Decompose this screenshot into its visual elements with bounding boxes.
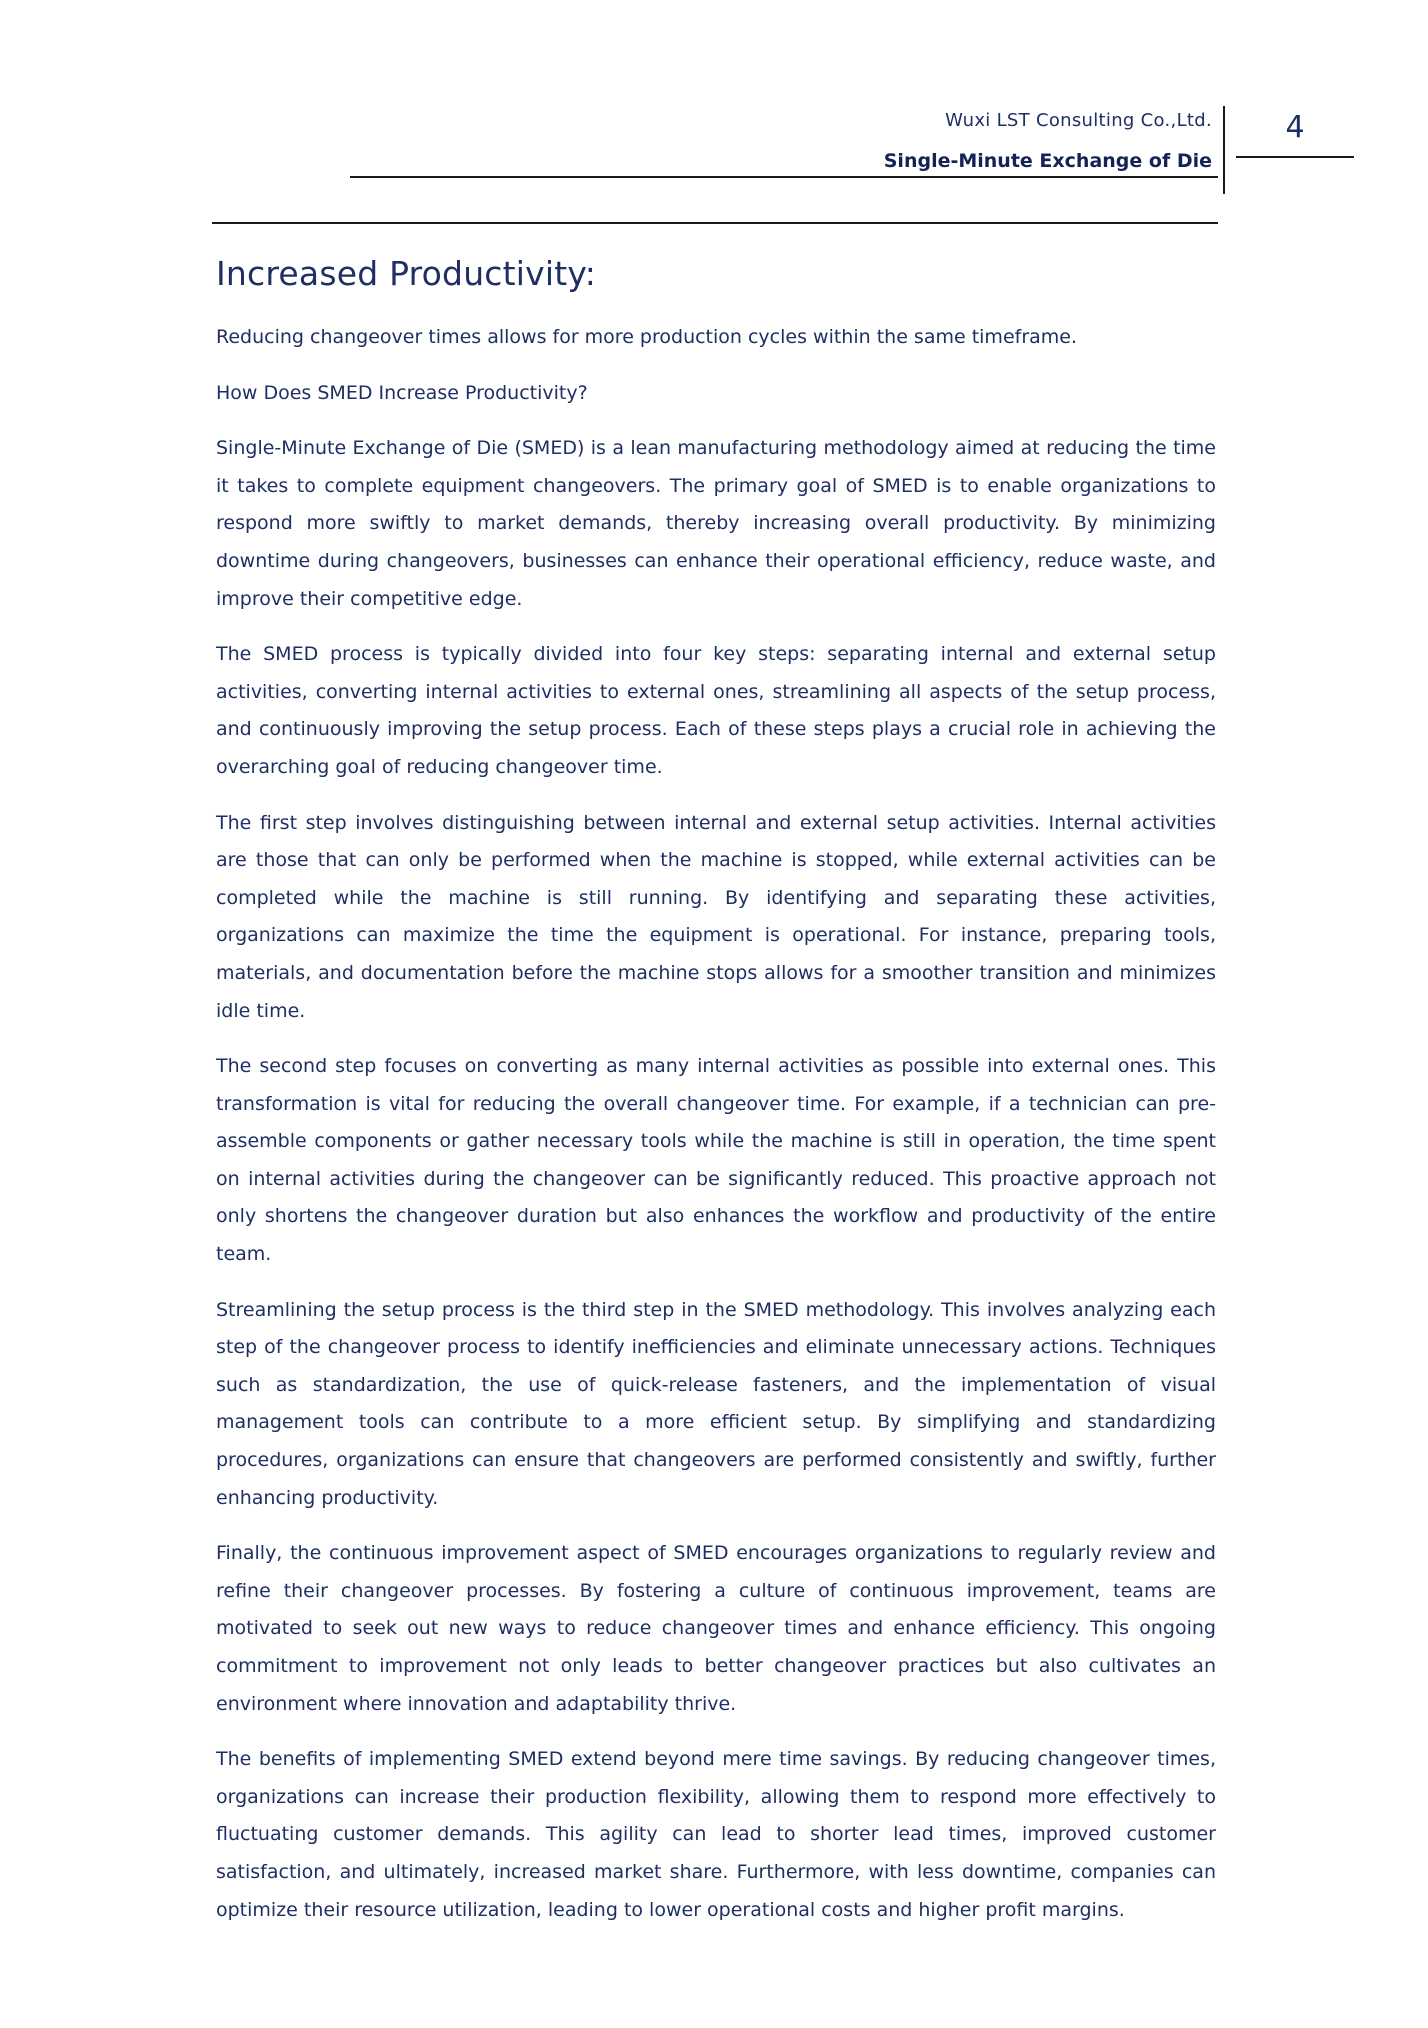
header-divider — [350, 176, 1218, 178]
main-content — [216, 254, 1216, 1947]
paragraph-step-one: The first step involves distinguishing between internal and external setup activities. Internal activities are those that can only be performed when the machine is stopped, while external activities can be completed while the machine is still running. By identifying and separating these activities, organizations can maximize the time the equipment is operational. For instance, preparing tools, materials, and documentation before the machine stops allows for a smoother transition and minimizes idle time. — [216, 811, 1216, 1022]
header-vertical-divider — [1223, 106, 1225, 194]
paragraph-step-two: The second step focuses on converting as many internal activities as possible into external ones. This transformation is vital for reducing the overall changeover time. For example, if a technician can pre-assemble components or gather necessary tools while the machine is still in operation, the time spent on internal activities during the changeover can be significantly reduced. This proactive approach not only shortens the changeover duration but also enhances the workflow and productivity of the entire team. — [216, 1055, 1216, 1266]
paragraph-four-steps: The SMED process is typically divided into four key steps: separating internal and external setup activities, converting internal activities to external ones, streamlining all aspects of the setup process, and continuously improving the setup process. Each of these steps plays a crucial role in achieving the overarching goal of reducing changeover time. — [216, 643, 1216, 778]
page-number-underline — [1236, 156, 1354, 158]
paragraph-benefits: The benefits of implementing SMED extend beyond mere time savings. By reducing changeover times, organizations can increase their production flexibility, allowing them to respond more effectively to fluctuating customer demands. This agility can lead to shorter lead times, improved customer satisfaction, and ultimately, increased market share. Furthermore, with less downtime, companies can optimize their resource utilization, leading to lower operational costs and higher profit margins. — [216, 1748, 1216, 1921]
content-top-divider — [212, 222, 1218, 224]
paragraph-step-four: Finally, the continuous improvement aspect of SMED encourages organizations to regularly review and refine their changeover processes. By fostering a culture of continuous improvement, teams are motivated to seek out new ways to reduce changeover times and enhance efficiency. This ongoing commitment to improvement not only leads to better changeover practices but also cultivates an environment where innovation and adaptability thrive. — [216, 1542, 1216, 1715]
header-company-name: Wuxi LST Consulting Co.,Ltd. — [945, 110, 1212, 131]
paragraph-step-three: Streamlining the setup process is the third step in the SMED methodology. This involves analyzing each step of the changeover process to identify inefficiencies and eliminate unnecessary actions. Techniques such as standardization, the use of quick-release fasteners, and the implementation of visual management tools can contribute to a more efficient setup. By simplifying and standardizing procedures, organizations can ensure that changeovers are performed consistently and swiftly, further enhancing productivity. — [216, 1298, 1216, 1509]
header-document-title: Single-Minute Exchange of Die — [883, 150, 1212, 172]
paragraph-question: How Does SMED Increase Productivity? — [216, 381, 588, 404]
page-number: 4 — [1285, 110, 1305, 145]
section-heading: Increased Productivity: — [216, 254, 597, 293]
paragraph-intro: Reducing changeover times allows for more production cycles within the same timeframe. — [216, 326, 1078, 348]
paragraph-definition: Single-Minute Exchange of Die (SMED) is a lean manufacturing methodology aimed at reducing the time it takes to complete equipment changeovers. The primary goal of SMED is to enable organizations to respond more swiftly to market demands, thereby increasing overall productivity. By minimizing downtime during changeovers, businesses can enhance their operational efficiency, reduce waste, and improve their competitive edge. — [216, 437, 1216, 610]
